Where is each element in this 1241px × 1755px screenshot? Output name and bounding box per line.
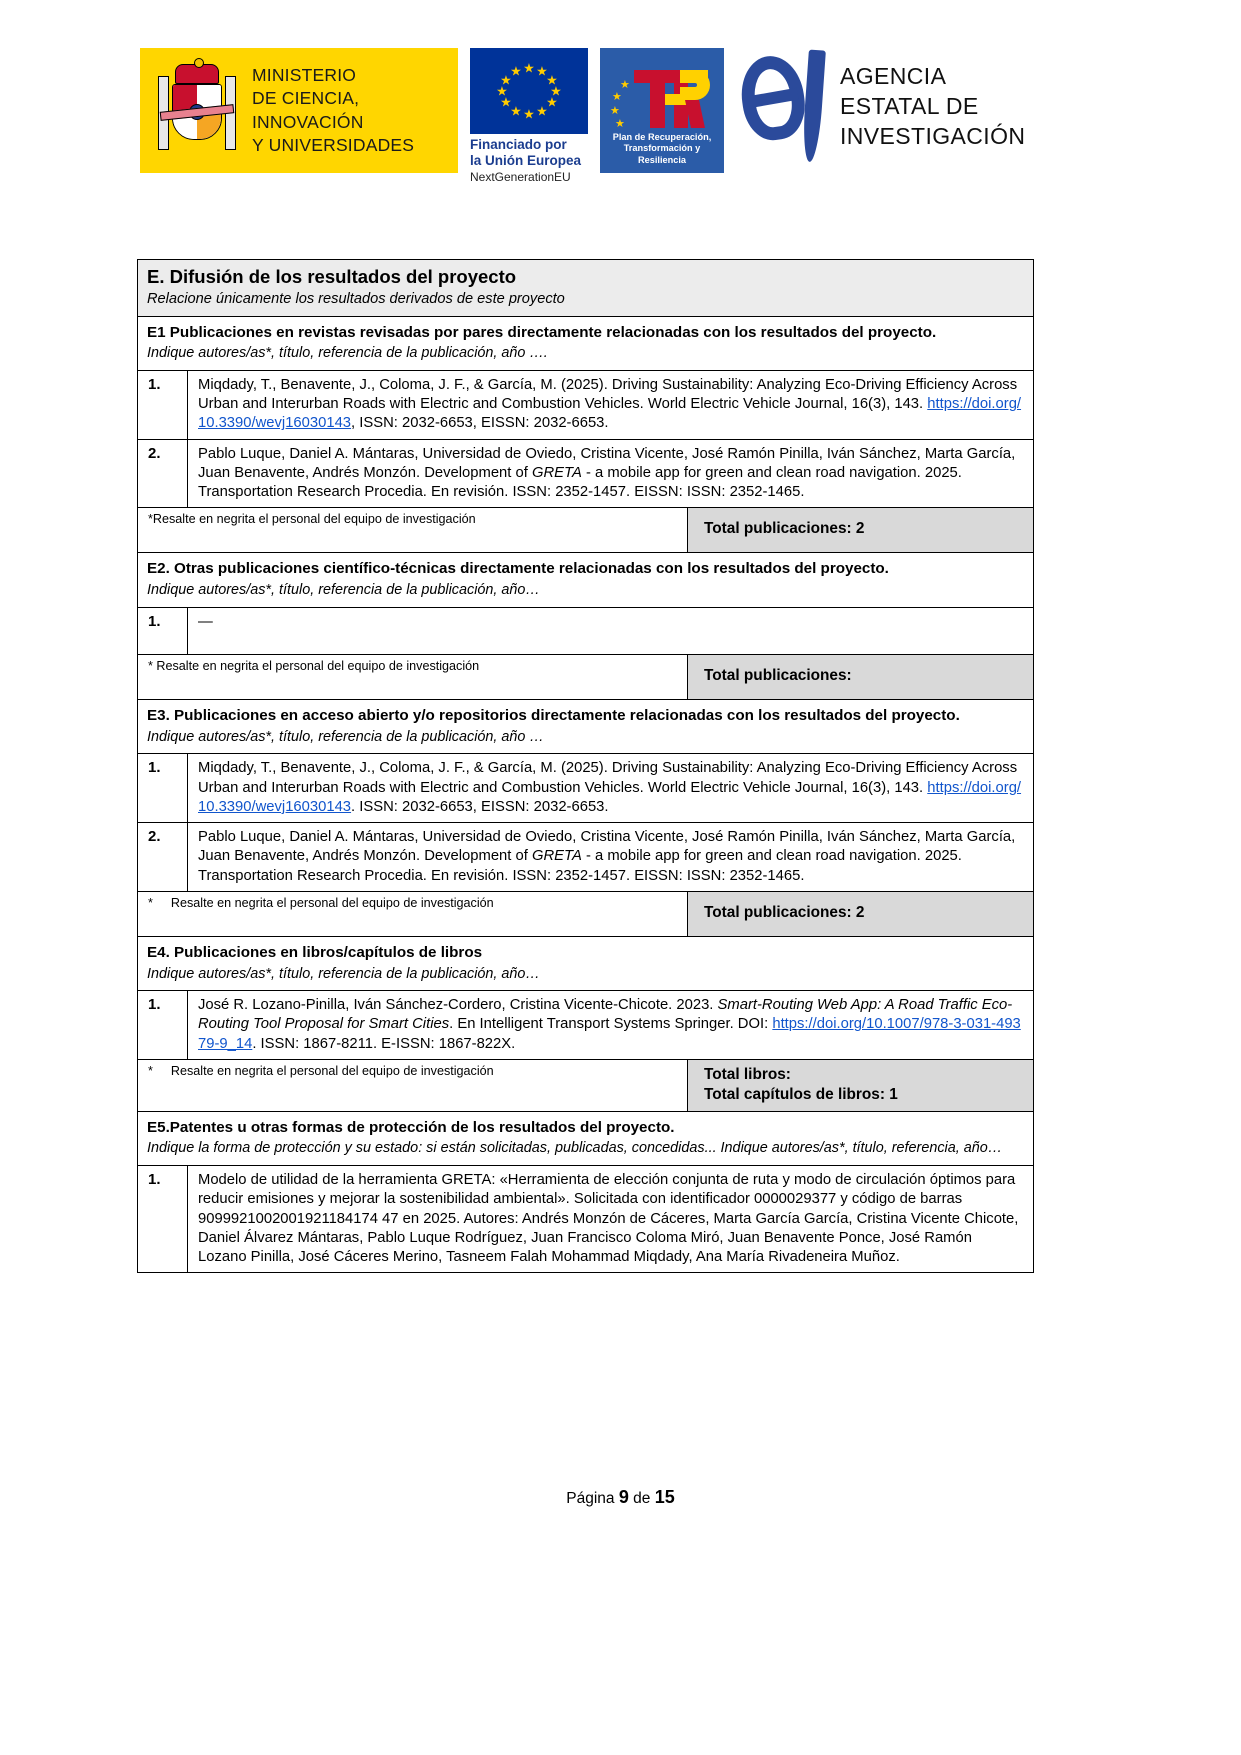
e1-entry-1-text <box>188 371 1033 439</box>
e3-entry-row <box>138 823 1033 892</box>
e5-heading: Patentes u otras formas de protección de los resultados del proyecto. <box>169 1118 675 1136</box>
e2-bold-note: * Resalte en negrita el personal del equipo de investigación <box>138 655 688 699</box>
e5-heading-wrap <box>147 1118 1024 1138</box>
spanish-coat-of-arms-icon <box>158 62 236 160</box>
e4-heading: E4. Publicaciones en libros/capítulos de libros <box>147 943 483 961</box>
ministerio-line-3: Y UNIVERSIDADES <box>252 134 415 155</box>
e3-note-star: * <box>148 895 153 910</box>
european-union-funding-logo <box>470 48 588 184</box>
eu-flag-icon: ★ ★ ★ ★ ★ ★ ★ ★ ★ ★ ★ ★ <box>470 48 588 134</box>
e1-entry-1-part2: , ISSN: 2032-6653, EISSN: 2032-6653. <box>351 415 609 432</box>
section-e-header <box>138 260 1033 317</box>
e1-total-publications: Total publicaciones: 2 <box>688 508 1033 552</box>
e2-entry-1-number: 1. <box>138 608 188 654</box>
footer-total-pages: 15 <box>654 1487 675 1507</box>
e3-entry-1-number: 1. <box>138 754 188 822</box>
e3-bold-note <box>138 892 688 936</box>
e5-hint: Indique la forma de protección y su estado: si están solicitadas, publicadas, concedidas... Indique autores/as*, título, referencia, año… <box>147 1140 1003 1157</box>
e4-total-chapters: Total capítulos de libros: 1 <box>704 1086 898 1104</box>
e2-total-publications: Total publicaciones: <box>688 655 1033 699</box>
e1-bold-note: *Resalte en negrita el personal del equipo de investigación <box>138 508 688 552</box>
e4-entry-1-italic-title: Smart-Routing Web App: A Road Traffic Eco-Routing Tool Proposal for Smart Cities <box>198 997 1013 1033</box>
prtr-caption-line-3: Resiliencia <box>637 154 686 165</box>
plan-recuperacion-logo <box>600 48 724 173</box>
e4-note-star: * <box>148 1063 153 1078</box>
e1-entry-1-number: 1. <box>138 371 188 439</box>
footer-prefix: Página <box>566 1490 619 1507</box>
e4-entry-1-part2: . En Intelligent Transport Systems Springer. DOI: <box>449 1016 773 1033</box>
e1-entry-2-italic: GRETA <box>531 464 582 481</box>
e2-entry-1-text[interactable]: — <box>198 613 213 630</box>
e4-entry-1-number: 1. <box>138 991 188 1059</box>
e5-entry-row <box>138 1166 1033 1273</box>
funding-logos-band <box>140 48 1100 183</box>
e1-hint: Indique autores/as*, título, referencia de la publicación, año …. <box>147 345 548 362</box>
aei-line-1: AGENCIA <box>840 63 947 90</box>
e1-entry-2-part1: Pablo Luque, Daniel A. Mántaras, Universidad de Oviedo, Cristina Vicente, José Ramón Pinilla, Iván Sánchez, Marta García, Juan Benavente, Andrés Monzón. Development of <box>198 445 1016 481</box>
e2-entry-row <box>138 608 1033 655</box>
e1-entry-row <box>138 371 1033 440</box>
aei-emblem-icon <box>742 48 826 166</box>
e4-totals-box <box>688 1060 1033 1111</box>
e4-hint: Indique autores/as*, título, referencia de la publicación, año… <box>147 965 540 982</box>
aei-logo-text <box>840 62 1025 152</box>
section-e-title: E. Difusión de los resultados del proyecto <box>147 266 517 287</box>
aei-line-3: INVESTIGACIÓN <box>840 122 1026 149</box>
ministerio-line-1: MINISTERIO <box>252 65 357 86</box>
e3-heading: E3. Publicaciones en acceso abierto y/o repositorios directamente relacionadas con los resultados del proyecto. <box>147 706 960 724</box>
e4-entry-1-text <box>188 991 1033 1059</box>
dissemination-results-table <box>137 259 1034 1273</box>
e2-heading: E2. Otras publicaciones científico-técnicas directamente relacionadas con los resultados del proyecto. <box>147 560 889 578</box>
e3-entry-2-italic: GRETA <box>531 848 582 865</box>
e1-entry-2-number: 2. <box>138 440 188 508</box>
agencia-estatal-investigacion-logo <box>742 48 1025 166</box>
e3-entry-1-text <box>188 754 1033 822</box>
e3-entry-2-part2: - a mobile app for green and clean road navigation. 2025. Transportation Research Procedia. En revisión. ISSN: 2352-1457. EISSN: ISSN: 2352-1465. <box>198 848 962 884</box>
e3-heading-block <box>138 700 1033 754</box>
e1-entry-2-part2: - a mobile app for green and clean road navigation. 2025. Transportation Research Procedia. En revisión. ISSN: 2352-1457. EISSN: ISSN: 2352-1465. <box>198 464 962 501</box>
e2-totals-row <box>138 655 1033 700</box>
eu-caption-line-2: la Unión Europea <box>470 153 582 169</box>
e3-entry-1-part2: . ISSN: 2032-6653, EISSN: 2032-6653. <box>351 798 609 815</box>
footer-middle: de <box>628 1490 655 1507</box>
e4-bold-note <box>138 1060 688 1111</box>
e2-heading-block <box>138 553 1033 607</box>
e3-hint: Indique autores/as*, título, referencia de la publicación, año … <box>147 728 544 745</box>
e3-totals-row <box>138 892 1033 937</box>
prtr-caption <box>600 132 724 167</box>
ministerio-logo <box>140 48 458 173</box>
e3-entry-2-part1: Pablo Luque, Daniel A. Mántaras, Universidad de Oviedo, Cristina Vicente, José Ramón Pinilla, Iván Sánchez, Marta García, Juan Benavente, Andrés Monzón. Development of <box>198 829 1016 865</box>
prtr-tr-monogram-icon <box>634 70 714 130</box>
e4-entry-1-part1: José R. Lozano-Pinilla, Iván Sánchez-Cordero, Cristina Vicente-Chicote. 2023. <box>198 997 718 1014</box>
e5-entry-1-number: 1. <box>138 1166 188 1272</box>
e3-entry-1-doi-link[interactable]: https://doi.org/10.3390/wevj16030143 <box>198 779 1022 815</box>
e4-entry-row <box>138 991 1033 1060</box>
e3-entry-2-number: 2. <box>138 823 188 891</box>
e4-heading-block <box>138 937 1033 991</box>
ministerio-logo-text <box>252 64 458 156</box>
eu-caption-line-3: NextGenerationEU <box>470 170 571 185</box>
eu-caption-line-1: Financiado por <box>470 137 567 152</box>
prtr-stars-icon: ★ ★ ★ ★ <box>610 79 630 130</box>
e1-heading-block <box>138 317 1033 371</box>
e4-note-text: Resalte en negrita el personal del equipo de investigación <box>170 1063 494 1078</box>
e4-total-books: Total libros: <box>704 1065 791 1083</box>
prtr-caption-line-1: Plan de Recuperación, <box>612 131 712 142</box>
e1-totals-row <box>138 508 1033 553</box>
ministerio-line-2: DE CIENCIA, INNOVACIÓN <box>252 88 364 132</box>
e1-entry-1-part1: Miqdady, T., Benavente, J., Coloma, J. F., & García, M. (2025). Driving Sustainability: Analyzing Eco-Driving Efficiency Across Urban and Interurban Roads with Electric and Combustion Vehicles. World Electric Vehicle Journal, 16(3), 143. <box>198 377 1018 413</box>
e4-totals-row <box>138 1060 1033 1112</box>
e1-entry-2-text <box>188 440 1033 508</box>
e2-hint: Indique autores/as*, título, referencia de la publicación, año… <box>147 582 540 599</box>
e1-heading: E1 Publicaciones en revistas revisadas por pares directamente relacionadas con los resultados del proyecto. <box>147 323 937 341</box>
e3-entry-1-part1: Miqdady, T., Benavente, J., Coloma, J. F., & García, M. (2025). Driving Sustainability: Analyzing Eco-Driving Efficiency Across Urban and Interurban Roads with Electric and Combustion Vehicles. World Electric Vehicle Journal, 16(3), 143. <box>198 760 1018 796</box>
e1-entry-1-doi-link[interactable]: https://doi.org/10.3390/wevj16030143 <box>198 396 1022 432</box>
aei-line-2: ESTATAL DE <box>840 93 979 120</box>
page-footer <box>0 1487 1241 1508</box>
e1-entry-row <box>138 440 1033 509</box>
e4-entry-1-doi-link[interactable]: https://doi.org/10.1007/978-3-031-49379-9_14 <box>198 1016 1021 1052</box>
e3-note-text: Resalte en negrita el personal del equipo de investigación <box>170 895 494 910</box>
e3-total-publications: Total publicaciones: 2 <box>688 892 1033 936</box>
section-e-subtitle: Relacione únicamente los resultados derivados de este proyecto <box>147 290 565 307</box>
prtr-caption-line-2: Transformación y <box>623 143 701 153</box>
e3-entry-2-text <box>188 823 1033 891</box>
footer-page-number: 9 <box>618 1487 629 1507</box>
e4-entry-1-part3: . ISSN: 1867-8211. E-ISSN: 1867-822X. <box>252 1035 516 1052</box>
e5-entry-1-text: Modelo de utilidad de la herramienta GRETA: «Herramienta de elección conjunta de ruta y modo de circulación óptimos para reducir emisiones y mejorar la sostenibilidad ambiental». Solicitada con identificador 0000029377 y código de barras 9099921002001921184174 47 en 2025. Autores: Andrés Monzón de Cáceres, Marta García García, Cristina Vicente Chicote, Daniel Álvarez Mántaras, Pablo Luque Rodríguez, Juan Francisco Coloma Miró, Juan Benavente Ponce, José Ramón Lozano Pinilla, José Cáceres Merino, Tasneem Falah Mohammad Miqdady, Ana María Rivadeneira Muñoz. <box>198 1172 1019 1265</box>
e5-heading-block <box>138 1112 1033 1166</box>
e3-entry-row <box>138 754 1033 823</box>
e5-heading-number: E5. <box>147 1118 170 1136</box>
